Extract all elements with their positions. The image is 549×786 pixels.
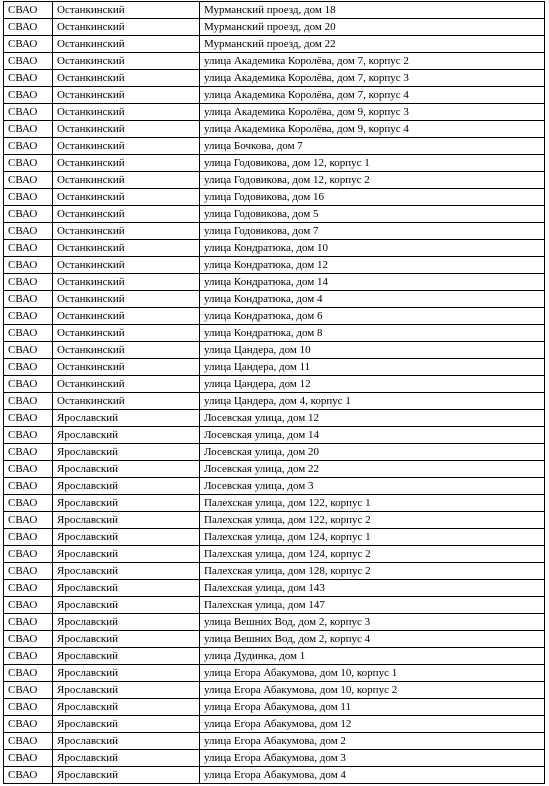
address-cell: Лосевская улица, дом 22	[200, 461, 545, 478]
okrug-cell: СВАО	[4, 427, 53, 444]
table-row	[4, 104, 545, 121]
district-cell: Останкинский	[53, 359, 200, 376]
address-cell: улица Дудинка, дом 1	[200, 648, 545, 665]
address-cell: улица Цандера, дом 11	[200, 359, 545, 376]
okrug-cell: СВАО	[4, 223, 53, 240]
table-row	[4, 733, 545, 750]
okrug-cell: СВАО	[4, 342, 53, 359]
district-cell: Останкинский	[53, 53, 200, 70]
district-cell: Останкинский	[53, 376, 200, 393]
okrug-cell: СВАО	[4, 597, 53, 614]
district-cell: Останкинский	[53, 274, 200, 291]
okrug-cell: СВАО	[4, 291, 53, 308]
table-row	[4, 410, 545, 427]
okrug-cell: СВАО	[4, 699, 53, 716]
address-cell: улица Академика Королёва, дом 9, корпус 4	[200, 121, 545, 138]
district-cell: Ярославский	[53, 444, 200, 461]
okrug-cell: СВАО	[4, 750, 53, 767]
document-page	[3, 1, 544, 784]
address-cell: улица Егора Абакумова, дом 11	[200, 699, 545, 716]
address-cell: улица Кондратюка, дом 8	[200, 325, 545, 342]
okrug-cell: СВАО	[4, 104, 53, 121]
address-cell: улица Годовикова, дом 5	[200, 206, 545, 223]
address-cell: улица Академика Королёва, дом 9, корпус 3	[200, 104, 545, 121]
district-cell: Ярославский	[53, 733, 200, 750]
address-cell: улица Кондратюка, дом 12	[200, 257, 545, 274]
district-cell: Останкинский	[53, 240, 200, 257]
table-row	[4, 529, 545, 546]
district-cell: Останкинский	[53, 138, 200, 155]
district-cell: Останкинский	[53, 155, 200, 172]
address-cell: Мурманский проезд, дом 22	[200, 36, 545, 53]
address-cell: Лосевская улица, дом 20	[200, 444, 545, 461]
address-cell: улица Кондратюка, дом 6	[200, 308, 545, 325]
table-row	[4, 138, 545, 155]
okrug-cell: СВАО	[4, 716, 53, 733]
table-row	[4, 716, 545, 733]
table-row	[4, 665, 545, 682]
district-cell: Останкинский	[53, 2, 200, 19]
district-cell: Останкинский	[53, 19, 200, 36]
district-cell: Останкинский	[53, 172, 200, 189]
address-cell: улица Цандера, дом 12	[200, 376, 545, 393]
address-cell: Палехская улица, дом 128, корпус 2	[200, 563, 545, 580]
address-cell: улица Годовикова, дом 16	[200, 189, 545, 206]
address-cell: Лосевская улица, дом 12	[200, 410, 545, 427]
district-cell: Ярославский	[53, 597, 200, 614]
okrug-cell: СВАО	[4, 478, 53, 495]
table-row	[4, 308, 545, 325]
table-row	[4, 512, 545, 529]
district-cell: Останкинский	[53, 291, 200, 308]
table-row	[4, 2, 545, 19]
district-cell: Ярославский	[53, 563, 200, 580]
okrug-cell: СВАО	[4, 2, 53, 19]
okrug-cell: СВАО	[4, 682, 53, 699]
address-cell: улица Кондратюка, дом 14	[200, 274, 545, 291]
district-cell: Останкинский	[53, 223, 200, 240]
district-cell: Останкинский	[53, 308, 200, 325]
address-cell: улица Вешних Вод, дом 2, корпус 4	[200, 631, 545, 648]
district-cell: Ярославский	[53, 495, 200, 512]
table-row	[4, 257, 545, 274]
table-row	[4, 478, 545, 495]
address-cell: улица Егора Абакумова, дом 10, корпус 2	[200, 682, 545, 699]
address-table-body	[4, 2, 545, 784]
okrug-cell: СВАО	[4, 189, 53, 206]
address-cell: улица Цандера, дом 10	[200, 342, 545, 359]
okrug-cell: СВАО	[4, 563, 53, 580]
address-cell: улица Егора Абакумова, дом 12	[200, 716, 545, 733]
table-row	[4, 342, 545, 359]
district-cell: Ярославский	[53, 614, 200, 631]
address-cell: Палехская улица, дом 124, корпус 2	[200, 546, 545, 563]
address-cell: Мурманский проезд, дом 20	[200, 19, 545, 36]
district-cell: Ярославский	[53, 699, 200, 716]
okrug-cell: СВАО	[4, 648, 53, 665]
table-row	[4, 53, 545, 70]
address-cell: улица Академика Королёва, дом 7, корпус 3	[200, 70, 545, 87]
table-row	[4, 648, 545, 665]
district-cell: Останкинский	[53, 257, 200, 274]
okrug-cell: СВАО	[4, 461, 53, 478]
address-cell: улица Егора Абакумова, дом 4	[200, 767, 545, 784]
okrug-cell: СВАО	[4, 444, 53, 461]
table-row	[4, 359, 545, 376]
district-cell: Останкинский	[53, 121, 200, 138]
table-row	[4, 274, 545, 291]
address-cell: улица Годовикова, дом 12, корпус 2	[200, 172, 545, 189]
okrug-cell: СВАО	[4, 393, 53, 410]
address-cell: улица Годовикова, дом 12, корпус 1	[200, 155, 545, 172]
address-cell: улица Академика Королёва, дом 7, корпус 2	[200, 53, 545, 70]
address-cell: Лосевская улица, дом 14	[200, 427, 545, 444]
okrug-cell: СВАО	[4, 733, 53, 750]
okrug-cell: СВАО	[4, 206, 53, 223]
okrug-cell: СВАО	[4, 121, 53, 138]
district-cell: Ярославский	[53, 767, 200, 784]
table-row	[4, 563, 545, 580]
district-cell: Ярославский	[53, 478, 200, 495]
address-cell: улица Кондратюка, дом 10	[200, 240, 545, 257]
okrug-cell: СВАО	[4, 274, 53, 291]
district-cell: Останкинский	[53, 206, 200, 223]
table-row	[4, 614, 545, 631]
table-row	[4, 36, 545, 53]
address-cell: Палехская улица, дом 147	[200, 597, 545, 614]
table-row	[4, 87, 545, 104]
okrug-cell: СВАО	[4, 308, 53, 325]
okrug-cell: СВАО	[4, 172, 53, 189]
address-cell: улица Вешних Вод, дом 2, корпус 3	[200, 614, 545, 631]
okrug-cell: СВАО	[4, 495, 53, 512]
table-row	[4, 325, 545, 342]
address-cell: Палехская улица, дом 122, корпус 2	[200, 512, 545, 529]
address-cell: улица Егора Абакумова, дом 2	[200, 733, 545, 750]
table-row	[4, 767, 545, 784]
table-row	[4, 750, 545, 767]
address-cell: улица Бочкова, дом 7	[200, 138, 545, 155]
okrug-cell: СВАО	[4, 614, 53, 631]
district-cell: Ярославский	[53, 682, 200, 699]
district-cell: Ярославский	[53, 529, 200, 546]
address-cell: улица Егора Абакумова, дом 10, корпус 1	[200, 665, 545, 682]
okrug-cell: СВАО	[4, 36, 53, 53]
address-cell: улица Цандера, дом 4, корпус 1	[200, 393, 545, 410]
table-row	[4, 699, 545, 716]
district-cell: Ярославский	[53, 546, 200, 563]
okrug-cell: СВАО	[4, 70, 53, 87]
district-cell: Ярославский	[53, 580, 200, 597]
district-cell: Останкинский	[53, 342, 200, 359]
table-row	[4, 189, 545, 206]
district-cell: Останкинский	[53, 104, 200, 121]
district-cell: Ярославский	[53, 716, 200, 733]
district-cell: Ярославский	[53, 410, 200, 427]
district-cell: Останкинский	[53, 70, 200, 87]
table-row	[4, 546, 545, 563]
district-cell: Ярославский	[53, 427, 200, 444]
okrug-cell: СВАО	[4, 155, 53, 172]
table-row	[4, 155, 545, 172]
address-cell: Палехская улица, дом 143	[200, 580, 545, 597]
address-cell: улица Академика Королёва, дом 7, корпус 4	[200, 87, 545, 104]
okrug-cell: СВАО	[4, 512, 53, 529]
district-cell: Останкинский	[53, 36, 200, 53]
okrug-cell: СВАО	[4, 546, 53, 563]
okrug-cell: СВАО	[4, 580, 53, 597]
table-row	[4, 291, 545, 308]
okrug-cell: СВАО	[4, 257, 53, 274]
table-row	[4, 444, 545, 461]
table-row	[4, 631, 545, 648]
address-cell: Мурманский проезд, дом 18	[200, 2, 545, 19]
district-cell: Ярославский	[53, 461, 200, 478]
address-cell: Палехская улица, дом 124, корпус 1	[200, 529, 545, 546]
okrug-cell: СВАО	[4, 53, 53, 70]
table-row	[4, 461, 545, 478]
address-table	[3, 1, 545, 784]
district-cell: Останкинский	[53, 87, 200, 104]
address-cell: Лосевская улица, дом 3	[200, 478, 545, 495]
table-row	[4, 597, 545, 614]
okrug-cell: СВАО	[4, 138, 53, 155]
table-row	[4, 682, 545, 699]
table-row	[4, 223, 545, 240]
table-row	[4, 240, 545, 257]
okrug-cell: СВАО	[4, 19, 53, 36]
okrug-cell: СВАО	[4, 240, 53, 257]
table-row	[4, 172, 545, 189]
table-row	[4, 580, 545, 597]
address-cell: Палехская улица, дом 122, корпус 1	[200, 495, 545, 512]
table-row	[4, 427, 545, 444]
district-cell: Останкинский	[53, 189, 200, 206]
district-cell: Ярославский	[53, 750, 200, 767]
table-row	[4, 19, 545, 36]
okrug-cell: СВАО	[4, 410, 53, 427]
okrug-cell: СВАО	[4, 376, 53, 393]
table-row	[4, 495, 545, 512]
address-cell: улица Егора Абакумова, дом 3	[200, 750, 545, 767]
table-row	[4, 121, 545, 138]
district-cell: Ярославский	[53, 665, 200, 682]
table-row	[4, 376, 545, 393]
okrug-cell: СВАО	[4, 529, 53, 546]
district-cell: Останкинский	[53, 325, 200, 342]
table-row	[4, 206, 545, 223]
table-row	[4, 393, 545, 410]
district-cell: Останкинский	[53, 393, 200, 410]
district-cell: Ярославский	[53, 648, 200, 665]
address-cell: улица Годовикова, дом 7	[200, 223, 545, 240]
okrug-cell: СВАО	[4, 359, 53, 376]
district-cell: Ярославский	[53, 512, 200, 529]
okrug-cell: СВАО	[4, 325, 53, 342]
okrug-cell: СВАО	[4, 767, 53, 784]
okrug-cell: СВАО	[4, 631, 53, 648]
okrug-cell: СВАО	[4, 665, 53, 682]
address-cell: улица Кондратюка, дом 4	[200, 291, 545, 308]
district-cell: Ярославский	[53, 631, 200, 648]
okrug-cell: СВАО	[4, 87, 53, 104]
table-row	[4, 70, 545, 87]
